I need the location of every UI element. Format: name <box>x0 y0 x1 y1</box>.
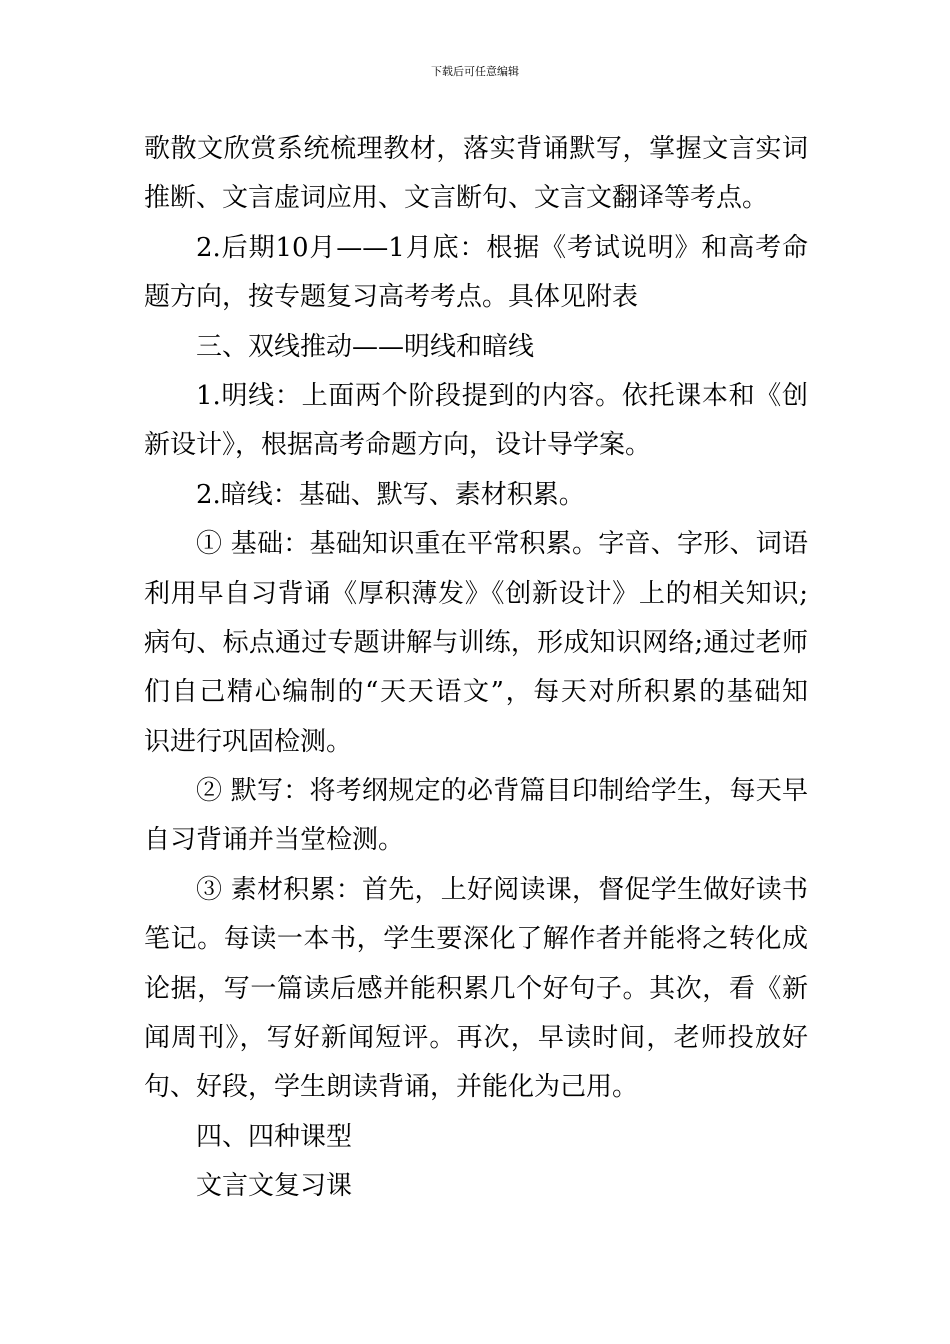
section-heading: 四、四种课型 <box>196 1121 353 1152</box>
text-line: 自习背诵并当堂检测。 <box>144 825 405 856</box>
text-line: 1.明线：上面两个阶段提到的内容。依托课本和《创 <box>196 380 808 411</box>
text-line: 们自己精心编制的“天天语文”，每天对所积累的基础知 <box>144 677 808 708</box>
text-line: 新设计》，根据高考命题方向，设计导学案。 <box>144 430 652 461</box>
document-body <box>144 125 808 1212</box>
page-header: 下载后可任意编辑 <box>431 65 519 78</box>
text-line: 识进行巩固检测。 <box>144 726 353 757</box>
text-line: ② 默写：将考纲规定的必背篇目印制给学生，每天早 <box>196 776 808 807</box>
subsection-heading: 文言文复习课 <box>196 1171 353 1202</box>
text-line: 闻周刊》，写好新闻短评。再次，早读时间，老师投放好 <box>144 1023 808 1054</box>
text-line: 利用早自习背诵《厚积薄发》《创新设计》上的相关知识; <box>144 578 808 609</box>
text-line: 推断、文言虚词应用、文言断句、文言文翻译等考点。 <box>144 183 769 214</box>
text-line: ③ 素材积累：首先，上好阅读课，督促学生做好读书 <box>196 874 808 905</box>
text-line: 论据，写一篇读后感并能积累几个好句子。其次，看《新 <box>144 973 808 1004</box>
section-heading: 三、双线推动——明线和暗线 <box>196 331 535 362</box>
text-line: 2.暗线：基础、默写、素材积累。 <box>196 479 585 510</box>
text-line: 题方向，按专题复习高考考点。具体见附表 <box>144 282 639 313</box>
text-line: 句、好段，学生朗读背诵，并能化为己用。 <box>144 1072 639 1103</box>
text-line: 笔记。每读一本书，学生要深化了解作者并能将之转化成 <box>144 924 808 955</box>
text-line: ① 基础：基础知识重在平常积累。字音、字形、词语 <box>196 529 808 560</box>
text-line: 歌散文欣赏系统梳理教材，落实背诵默写，掌握文言实词 <box>144 134 808 164</box>
text-line: 2.后期10月——1月底：根据《考试说明》和高考命 <box>196 232 808 263</box>
text-line: 病句、标点通过专题讲解与训练，形成知识网络;通过老师 <box>144 627 808 658</box>
